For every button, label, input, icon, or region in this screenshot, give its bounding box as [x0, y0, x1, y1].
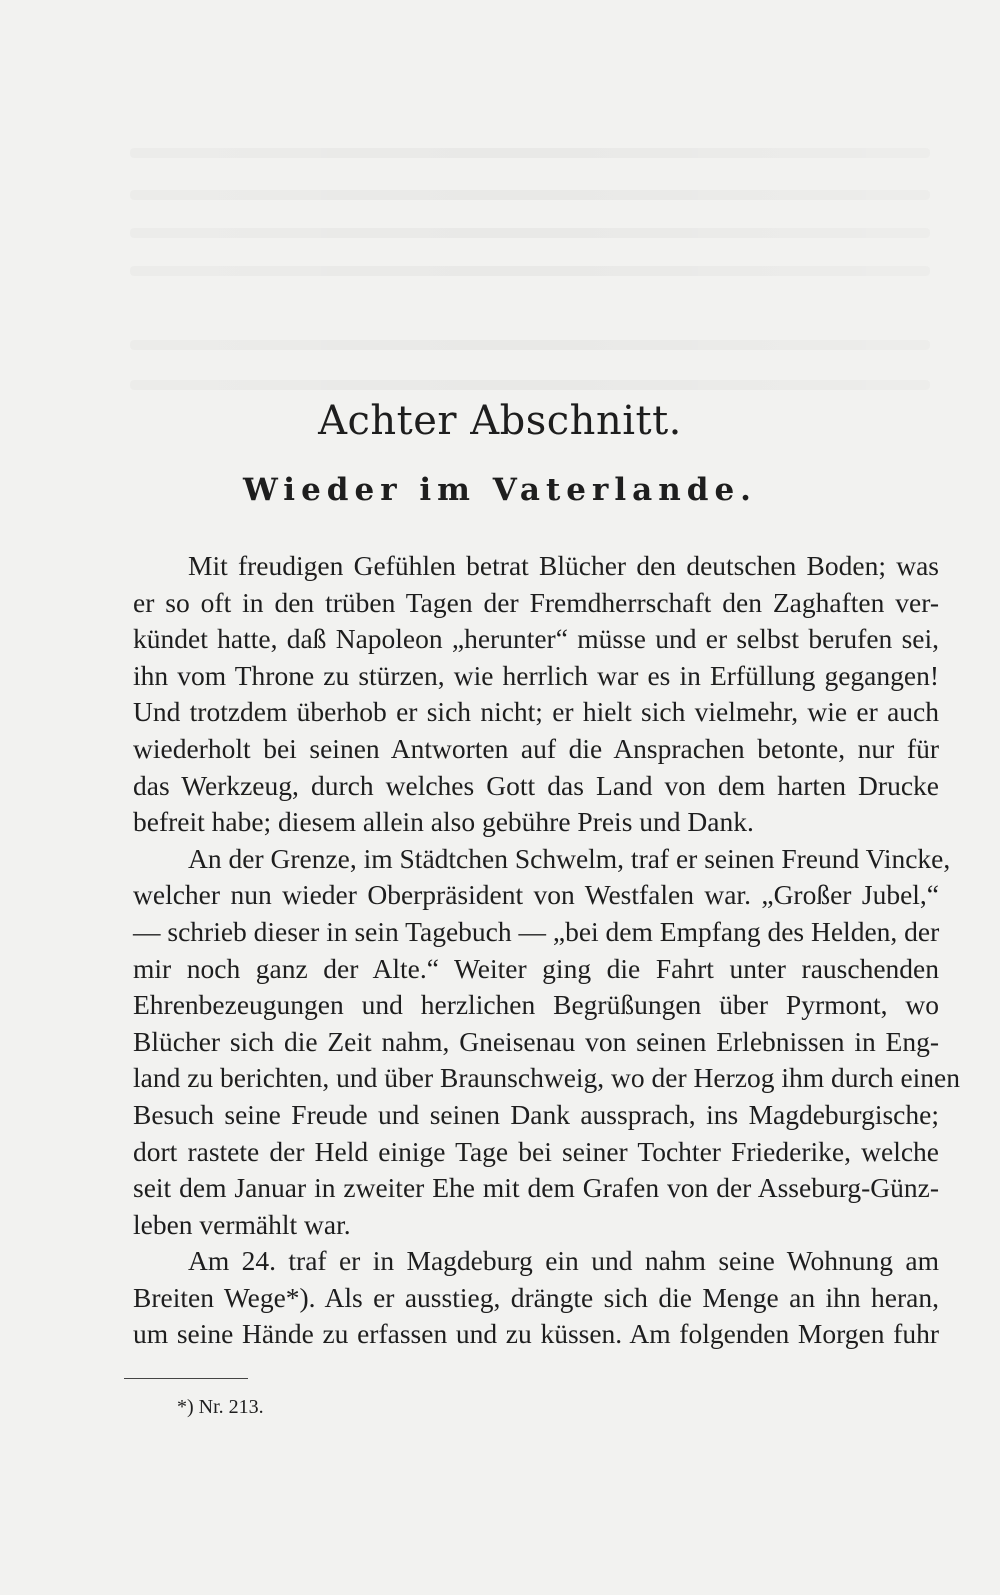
text-line: Blücher sich die Zeit nahm, Gneisenau von seinen Erlebnissen in Eng- — [133, 1025, 939, 1057]
text-line: er so oft in den trüben Tagen der Fremdherrschaft den Zaghaften ver- — [133, 586, 939, 618]
text-line: Am 24. traf er in Magdeburg ein und nahm seine Wohnung am — [188, 1245, 939, 1277]
text-line: — schrieb dieser in sein Tagebuch — „bei dem Empfang des Helden, der — [133, 915, 940, 947]
text-line: wiederholt bei seinen Antworten auf die Ansprachen betonte, nur für — [133, 732, 939, 764]
chapter-title: Achter Abschnitt. — [318, 398, 682, 444]
paragraph — [133, 841, 961, 1244]
text-line: ihn vom Throne zu stürzen, wie herrlich war es in Erfüllung gegangen! — [133, 659, 939, 691]
footnote: *) Nr. 213. — [177, 1396, 264, 1418]
show-through — [130, 340, 930, 350]
text-line: welcher nun wieder Oberpräsident von Westfalen war. „Großer Jubel,“ — [133, 879, 939, 911]
text-line: land zu berichten, und über Braunschweig, wo der Herzog ihm durch einen — [133, 1062, 961, 1094]
text-line: Breiten Wege*). Als er ausstieg, drängte sich die Menge an ihn heran, — [133, 1281, 939, 1313]
show-through — [130, 380, 930, 390]
text-line: kündet hatte, daß Napoleon „herunter“ müsse und er selbst berufen sei, — [133, 623, 939, 655]
show-through — [130, 190, 930, 200]
text-line: dort rastete der Held einige Tage bei seiner Tochter Friederike, welche — [133, 1135, 939, 1167]
text-line: um seine Hände zu erfassen und zu küssen. Am folgenden Morgen fuhr — [133, 1318, 939, 1350]
text-line: An der Grenze, im Städtchen Schwelm, traf er seinen Freund Vincke, — [188, 842, 951, 874]
text-line: Mit freudigen Gefühlen betrat Blücher den deutschen Boden; was — [188, 550, 939, 581]
body-text — [133, 548, 961, 1353]
chapter-subtitle: Wieder im Vaterlande. — [243, 472, 757, 508]
text-line: Und trotzdem überhob er sich nicht; er hielt sich vielmehr, wie er auch — [133, 696, 939, 728]
text-line: das Werkzeug, durch welches Gott das Land von dem harten Drucke — [133, 769, 939, 801]
text-line: Besuch seine Freude und seinen Dank aussprach, ins Magdeburgische; — [133, 1098, 939, 1130]
text-line: leben vermählt war. — [133, 1208, 351, 1240]
text-line: Ehrenbezeugungen und herzlichen Begrüßungen über Pyrmont, wo — [133, 989, 939, 1021]
footnote-rule — [124, 1378, 248, 1379]
text-line: befreit habe; diesem allein also gebühre Preis und Dank. — [133, 806, 754, 838]
paragraph — [133, 548, 939, 841]
show-through — [130, 228, 930, 238]
text-line: mir noch ganz der Alte.“ Weiter ging die Fahrt unter rauschenden — [133, 952, 939, 984]
paragraph — [133, 1243, 939, 1353]
show-through — [130, 266, 930, 276]
text-line: seit dem Januar in zweiter Ehe mit dem Grafen von der Asseburg-Günz- — [133, 1172, 939, 1204]
show-through — [130, 148, 930, 158]
